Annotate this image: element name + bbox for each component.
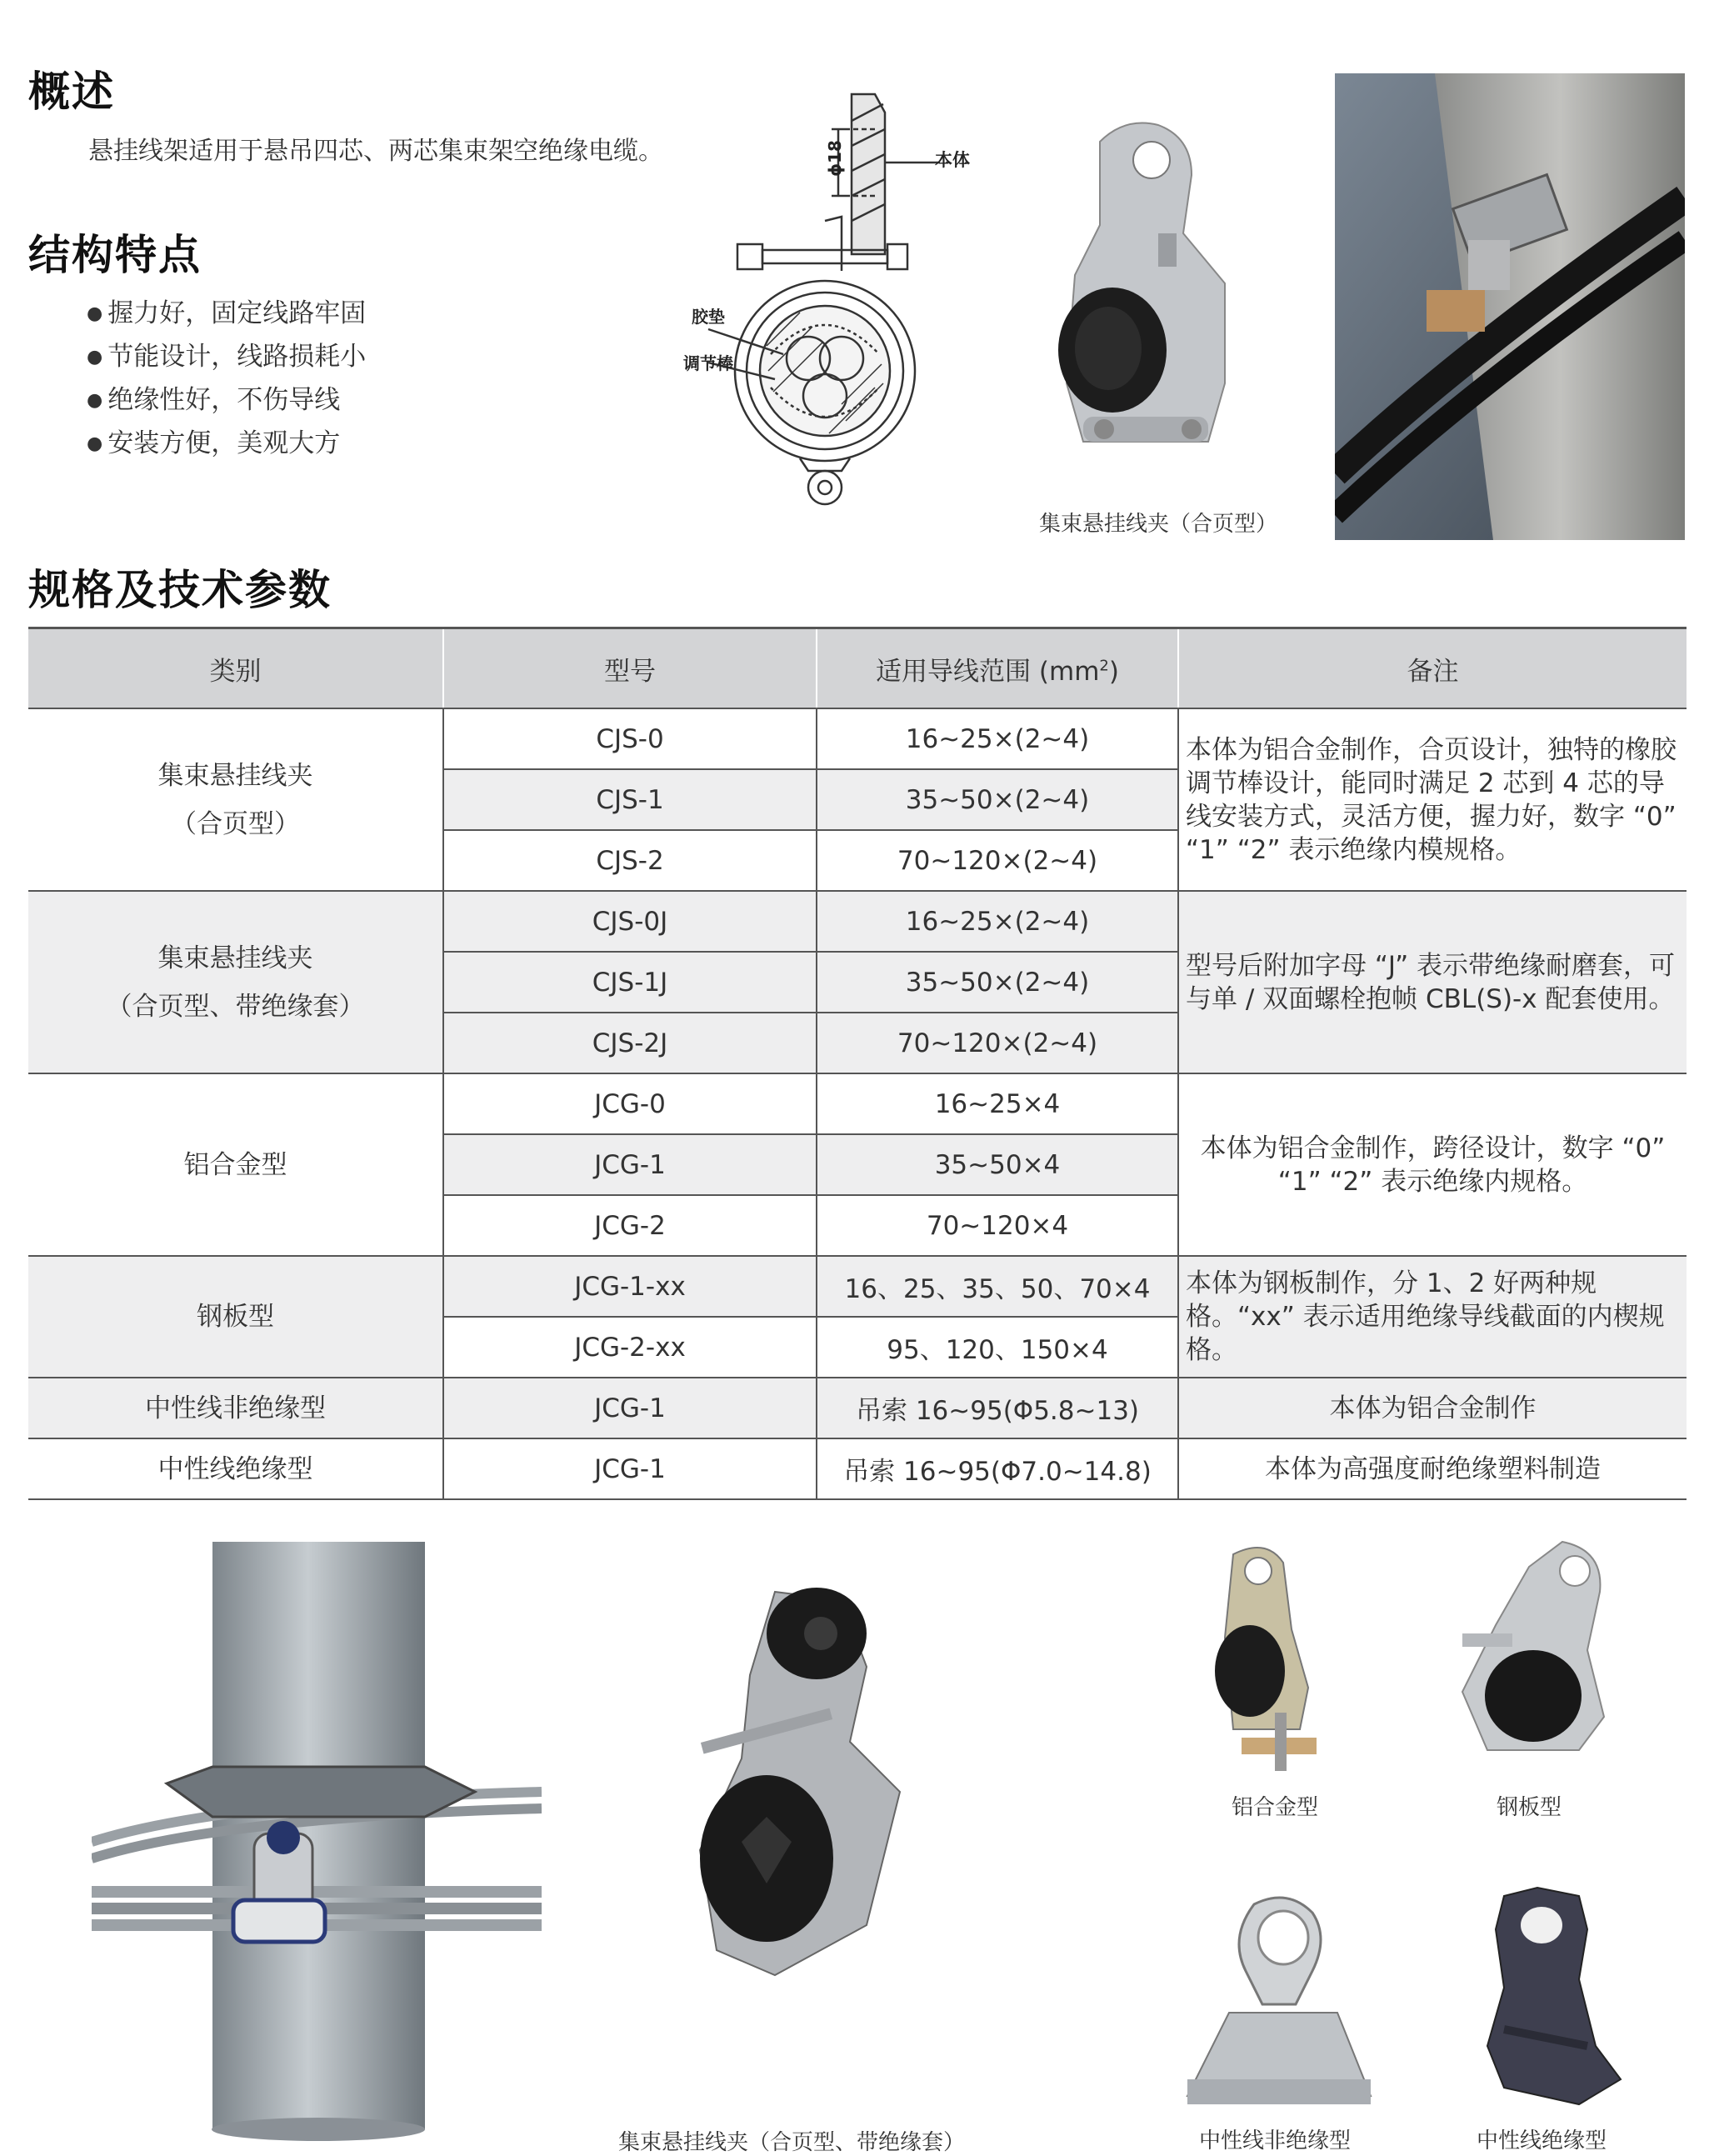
table-row <box>28 1256 1687 1317</box>
overview-heading: 概述 <box>28 68 115 116</box>
neutral-insulated-caption: 中性线绝缘型 <box>1476 2128 1607 2153</box>
range-cell: 吊索 16~95(Φ5.8~13) <box>817 1378 1178 1438</box>
header-range: 适用导线范围 $(mm^2)$ <box>817 628 1178 709</box>
model-cell: JCG-2 <box>443 1195 817 1256</box>
category-cell: 集束悬挂线夹 （合页型、带绝缘套） <box>28 891 443 1073</box>
category-cell: 集束悬挂线夹 （合页型） <box>28 708 443 891</box>
range-cell: 35~50×(2~4) <box>817 769 1178 830</box>
range-cell: 16、25、35、50、70×4 <box>817 1256 1178 1317</box>
diagram-dimension-label: ϕ18 <box>824 140 845 177</box>
hinge-clamp-photo <box>1033 108 1283 483</box>
feature-item: ● 握力好，固定线路牢固 <box>87 293 366 337</box>
model-cell: JCG-1 <box>443 1378 817 1438</box>
range-cell: 35~50×(2~4) <box>817 952 1178 1013</box>
feature-item: ● 绝缘性好，不伤导线 <box>87 380 366 423</box>
model-cell: CJS-1 <box>443 769 817 830</box>
range-cell: 70~120×(2~4) <box>817 1013 1178 1073</box>
category-cell: 铝合金型 <box>28 1073 443 1256</box>
category-cell: 钢板型 <box>28 1256 443 1378</box>
model-cell: JCG-1 <box>443 1134 817 1195</box>
model-cell: JCG-0 <box>443 1073 817 1134</box>
hinge-sleeve-caption: 集束悬挂线夹（合页型、带绝缘套） <box>617 2130 965 2155</box>
range-cell: 95、120、150×4 <box>817 1317 1178 1378</box>
range-cell: 16~25×(2~4) <box>817 708 1178 769</box>
range-cell: 70~120×4 <box>817 1195 1178 1256</box>
model-cell: CJS-2J <box>443 1013 817 1073</box>
note-cell: 本体为钢板制作，分 1、2 好两种规格。“xx” 表示适用绝缘导线截面的内楔规格。 <box>1178 1256 1687 1378</box>
feature-item: ● 节能设计，线路损耗小 <box>87 337 366 380</box>
spec-heading: 规格及技术参数 <box>28 566 332 614</box>
feature-item: ● 安装方便，美观大方 <box>87 423 366 467</box>
model-cell: CJS-0 <box>443 708 817 769</box>
header-note: 备注 <box>1178 628 1687 709</box>
table-header-row <box>28 628 1687 709</box>
note-cell: 型号后附加字母 “J” 表示带绝缘耐磨套，可与单 / 双面螺栓抱帧 CBL(S)-x 配套使用。 <box>1178 891 1687 1073</box>
steel-type-photo <box>1437 1533 1629 1767</box>
diagram-label-body: 本体 <box>935 150 970 170</box>
diagram-label-rod: 调节棒 <box>683 353 733 373</box>
range-cell: 16~25×(2~4) <box>817 891 1178 952</box>
neutral-insulated-photo <box>1454 1879 1637 2113</box>
pole-installation-rendering <box>92 1542 542 2142</box>
neutral-bare-caption: 中性线非绝缘型 <box>1198 2128 1351 2153</box>
features-heading: 结构特点 <box>28 231 202 279</box>
hinge-sleeve-clamp-photo <box>650 1575 950 1992</box>
model-cell: JCG-1-xx <box>443 1256 817 1317</box>
table-row <box>28 708 1687 769</box>
overview-text: 悬挂线架适用于悬吊四芯、两芯集束架空绝缘电缆。 <box>88 137 663 166</box>
category-cell: 中性线绝缘型 <box>28 1438 443 1499</box>
range-cell: 35~50×4 <box>817 1134 1178 1195</box>
header-category: 类别 <box>28 628 443 709</box>
note-cell: 本体为铝合金制作，合页设计，独特的橡胶调节棒设计，能同时满足 2 芯到 4 芯的导线安装方式，灵活方便，握力好，数字 “0” “1” “2” 表示绝缘内模规格。 <box>1178 708 1687 891</box>
note-cell: 本体为铝合金制作，跨径设计，数字 “0” “1” “2” 表示绝缘内规格。 <box>1178 1073 1687 1256</box>
table-row <box>28 1073 1687 1134</box>
top-photo-caption: 集束悬挂线夹（合页型） <box>1038 512 1277 537</box>
installation-photo <box>1335 73 1685 540</box>
table-row <box>28 891 1687 952</box>
range-cell: 70~120×(2~4) <box>817 830 1178 891</box>
model-cell: CJS-2 <box>443 830 817 891</box>
neutral-bare-photo <box>1171 1888 1387 2121</box>
header-model: 型号 <box>443 628 817 709</box>
spec-table <box>28 627 1687 1500</box>
note-cell: 本体为铝合金制作 <box>1178 1378 1687 1438</box>
model-cell: CJS-0J <box>443 891 817 952</box>
range-cell: 16~25×4 <box>817 1073 1178 1134</box>
category-cell: 中性线非绝缘型 <box>28 1378 443 1438</box>
table-row <box>28 1438 1687 1499</box>
note-cell: 本体为高强度耐绝缘塑料制造 <box>1178 1438 1687 1499</box>
steel-type-caption: 钢板型 <box>1496 1795 1562 1820</box>
aluminum-type-photo <box>1192 1538 1358 1779</box>
aluminum-type-caption: 铝合金型 <box>1231 1795 1318 1820</box>
diagram-label-pad: 胶垫 <box>692 307 725 327</box>
table-row <box>28 1378 1687 1438</box>
model-cell: JCG-1 <box>443 1438 817 1499</box>
model-cell: CJS-1J <box>443 952 817 1013</box>
model-cell: JCG-2-xx <box>443 1317 817 1378</box>
feature-list <box>87 293 366 467</box>
range-cell: 吊索 16~95(Φ7.0~14.8) <box>817 1438 1178 1499</box>
